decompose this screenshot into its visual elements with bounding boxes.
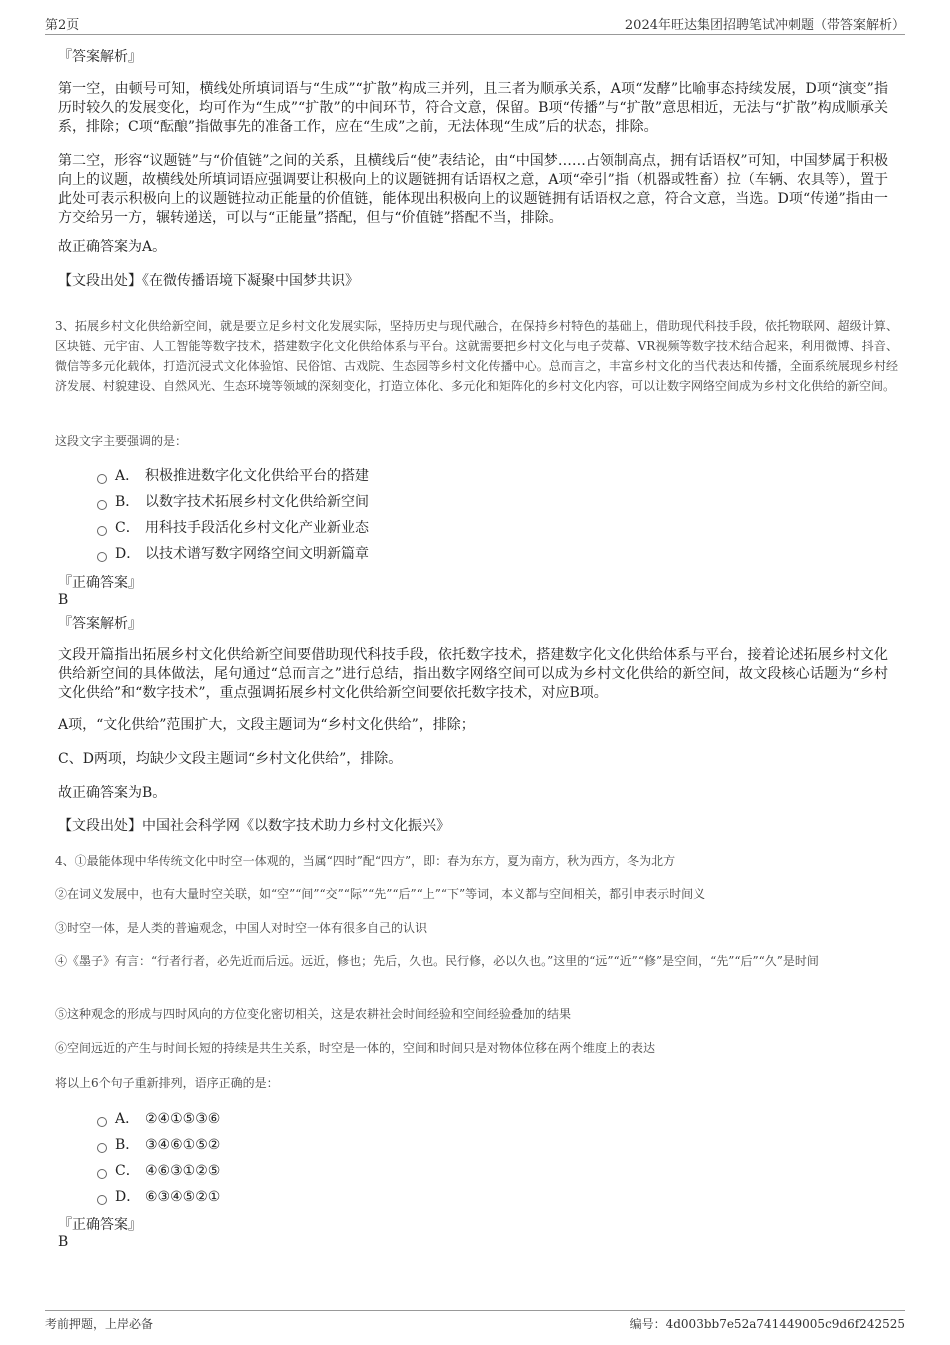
document-code: 编号：4d003bb7e52a741449005c9d6f242525 [629, 1317, 905, 1331]
q3-answer: B [58, 592, 69, 608]
q4-sentence-2: ②在词义发展中，也有大量时空关联，如“空”“间”“交”“际”“先”“后”“上”“下”等词，本义都与空间相关，都引申表示时间义 [55, 887, 706, 901]
q4-option-a[interactable]: A． ②④①⑤③⑥ [97, 1108, 220, 1130]
radio-icon[interactable] [97, 474, 107, 484]
radio-icon[interactable] [97, 1143, 107, 1153]
q2-source: 【文段出处】《在微传播语境下凝聚中国梦共识》 [58, 273, 359, 289]
q3-conclusion: 故正确答案为B。 [58, 785, 167, 801]
q4-sentence-4: ④《墨子》有言：“行者行者，必先近而后远。远近，修也；先后，久也。民行修，必以久也。”这里的“远”“近”“修”是空间，“先”“后”“久”是时间 [55, 954, 819, 968]
q2-analysis-title: 『答案解析』 [58, 49, 142, 65]
q4-stem: 将以上6个句子重新排列，语序正确的是： [55, 1076, 279, 1090]
q2-analysis-para-2: 第二空，形容“议题链”与“价值链”之间的关系，且横线后“使”表结论，由“中国梦……占领制高点，拥有话语权”可知，中国梦属于积极向上的议题，故横线处所填词语应强调要让积极向上的议题链拥有话语权之意，A项“牵引”指（机器或牲畜）拉（车辆、农具等），置于此处可表示积极向上的议题链拉动正能量的价值链，能体现出积极向上的议题链拥有话语权之意，符合文意，当选。D项“传递”指由一方交给另一方，辗转递送，可以与“正能量”搭配，但与“价值链”搭配不当，排除。 [58, 153, 888, 226]
q4-sentence-1: 4、①最能体现中华传统文化中时空一体观的，当属“四时”配“四方”，即：春为东方，夏为南方，秋为西方，冬为北方 [55, 854, 676, 868]
q3-analysis-para-2: A项，“文化供给”范围扩大，文段主题词为“乡村文化供给”，排除； [58, 717, 475, 733]
q4-option-b[interactable]: B． ③④⑥①⑤② [97, 1134, 220, 1156]
q3-answer-title: 『正确答案』 [58, 575, 142, 591]
q3-stem: 这段文字主要强调的是： [55, 434, 188, 448]
q3-analysis-para-3: C、D两项，均缺少文段主题词“乡村文化供给”，排除。 [58, 751, 403, 767]
page-header [45, 12, 905, 35]
q3-analysis-para-1: 文段开篇指出拓展乡村文化供给新空间要借助现代科技手段，依托数字技术，搭建数字化文化供给体系与平台，接着论述拓展乡村文化供给新空间的具体做法，尾句通过“总而言之”进行总结，指出数字网络空间可以成为乡村文化供给的新空间，故文段核心话题为“乡村文化供给”和“数字技术”，重点强调拓展乡村文化供给新空间要依托数字技术，对应B项。 [58, 647, 888, 701]
radio-icon[interactable] [97, 500, 107, 510]
footer-slogan: 考前押题，上岸必备 [45, 1317, 154, 1331]
q4-answer-title: 『正确答案』 [58, 1217, 142, 1233]
radio-icon[interactable] [97, 1195, 107, 1205]
q3-option-c[interactable]: C． 用科技手段活化乡村文化产业新业态 [97, 517, 369, 539]
radio-icon[interactable] [97, 1169, 107, 1179]
q2-conclusion: 故正确答案为A。 [58, 239, 167, 255]
q4-option-d[interactable]: D． ⑥③④⑤②① [97, 1186, 220, 1208]
q3-source: 【文段出处】中国社会科学网《以数字技术助力乡村文化振兴》 [58, 818, 450, 834]
q2-analysis-para-1: 第一空，由顿号可知，横线处所填词语与“生成”“扩散”构成三并列，且三者为顺承关系，A项“发酵”比喻事态持续发展，D项“演变”指历时较久的发展变化，均可作为“生成”“扩散”的中间环节，符合文意，保留。B项“传播”与“扩散”意思相近，无法与“扩散”构成顺承关系，排除；C项“酝酿”指做事先的准备工作，应在“生成”之前，无法体现“生成”后的状态，排除。 [58, 81, 888, 135]
q4-sentence-5: ⑤这种观念的形成与四时风向的方位变化密切相关，这是农耕社会时间经验和空间经验叠加的结果 [55, 1007, 572, 1021]
q3-analysis-title: 『答案解析』 [58, 616, 142, 632]
radio-icon[interactable] [97, 1117, 107, 1127]
radio-icon[interactable] [97, 552, 107, 562]
q4-sentence-6: ⑥空间远近的产生与时间长短的持续是共生关系，时空是一体的，空间和时间只是对物体位移在两个维度上的表达 [55, 1041, 656, 1055]
q4-option-c[interactable]: C． ④⑥③①②⑤ [97, 1160, 220, 1182]
q4-sentence-3: ③时空一体，是人类的普遍观念，中国人对时空一体有很多自己的认识 [55, 921, 428, 935]
radio-icon[interactable] [97, 526, 107, 536]
document-title: 2024年旺达集团招聘笔试冲刺题（带答案解析） [624, 18, 905, 33]
q3-option-d[interactable]: D． 以技术谱写数字网络空间文明新篇章 [97, 543, 369, 565]
q3-option-a[interactable]: A． 积极推进数字化文化供给平台的搭建 [97, 465, 369, 487]
page-footer [45, 1310, 905, 1333]
q3-option-b[interactable]: B． 以数字技术拓展乡村文化供给新空间 [97, 491, 369, 513]
q3-passage: 3、拓展乡村文化供给新空间，就是要立足乡村文化发展实际，坚持历史与现代融合，在保持乡村特色的基础上，借助现代科技手段，依托物联网、超级计算、区块链、元宇宙、人工智能等数字技术，搭建数字化文化供给体系与平台。这就需要把乡村文化与电子荧幕、VR视频等数字技术结合起来，利用微博、抖音、微信等多元化载体，打造沉浸式文化体验馆、民俗馆、古戏院、生态园等乡村文化传播中心。总而言之，丰富乡村文化的当代表达和传播，全面系统展现乡村经济发展、村貌建设、自然风光、生态环境等领域的深刻变化，打造立体化、多元化和矩阵化的乡村文化内容，可以让数字网络空间成为乡村文化供给的新空间。 [55, 319, 898, 393]
page-number: 第2页 [45, 18, 80, 33]
q4-answer: B [58, 1234, 69, 1250]
